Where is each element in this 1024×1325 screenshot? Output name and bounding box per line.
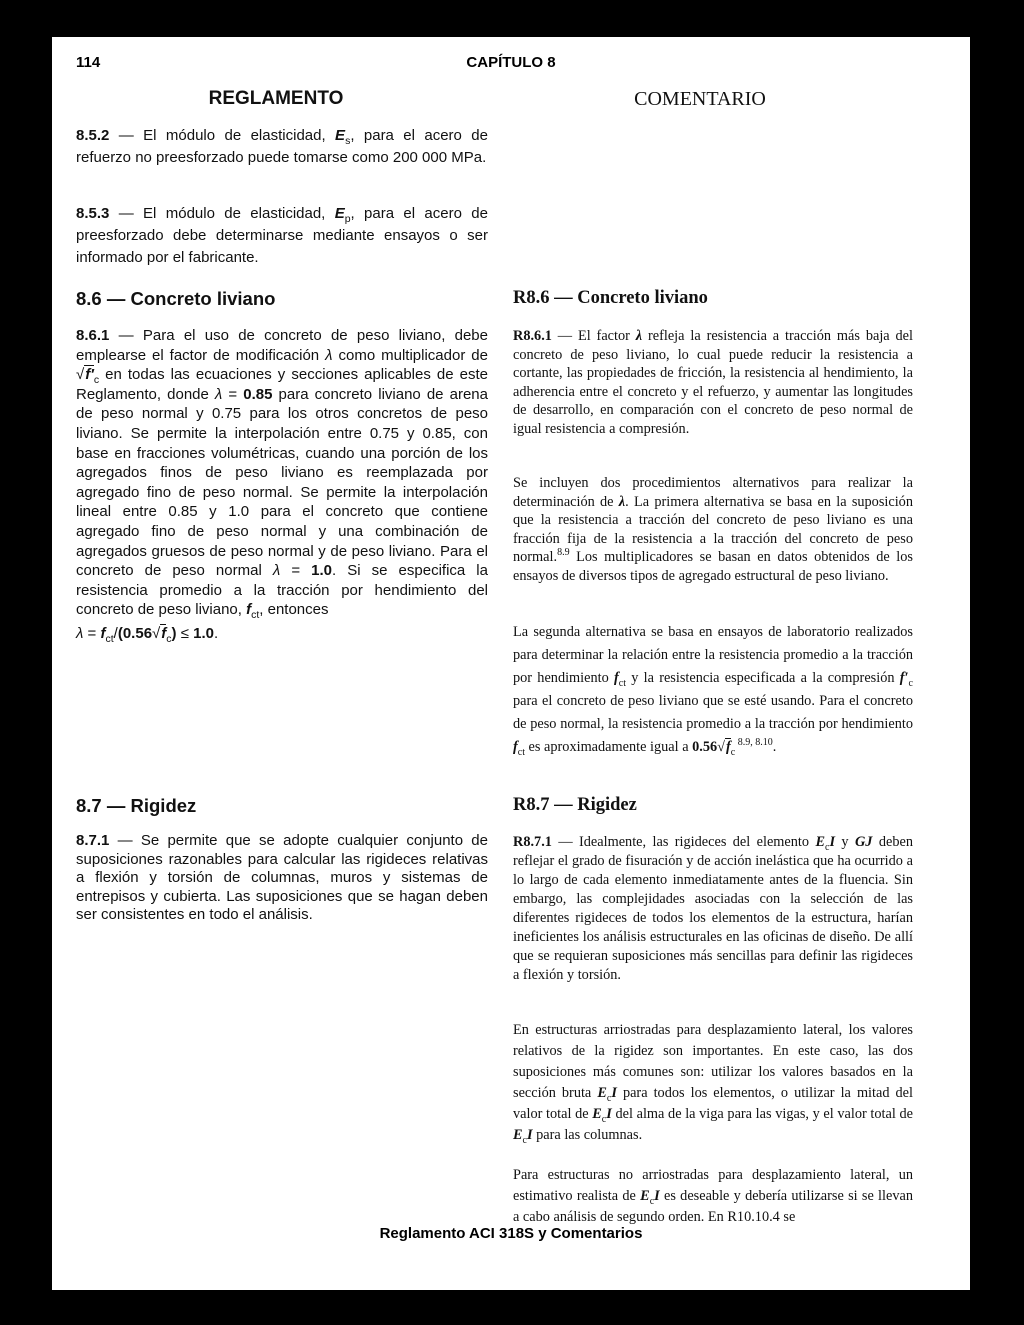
- text-run: en todas las ecuaciones y secciones aplicables de este Reglamento, donde: [76, 366, 488, 403]
- text-run: .: [772, 739, 777, 755]
- text-run: .: [213, 625, 219, 642]
- text-run: Los multiplicadores se basan en datos obtenidos de los ensayos de diversos tipos de agregado estructural de peso liviano.: [513, 549, 913, 584]
- text-run-bi: E: [334, 205, 345, 222]
- text-run-sqbi: f: [726, 739, 731, 755]
- text-run-bi: I: [654, 1188, 660, 1204]
- text-run-sub: c: [522, 1134, 527, 1146]
- text-run-b: 0.85: [243, 385, 273, 403]
- text-run-bi: I: [611, 1085, 617, 1101]
- text-run: =: [280, 562, 312, 580]
- text-run-bi: f′: [899, 670, 909, 686]
- text-run: — El factor: [551, 328, 636, 344]
- text-run: para las columnas.: [532, 1127, 643, 1143]
- text-run-bi: I: [527, 1127, 533, 1143]
- text-run-b: 8.6.1: [76, 327, 110, 344]
- text-run: =: [222, 385, 244, 403]
- text-run-b: 8.5.3: [76, 205, 110, 222]
- text-run-sup: 8.9, 8.10: [735, 737, 773, 749]
- text-run: Se incluyen dos procedimientos alternativos para realizar la determinación de: [513, 475, 913, 510]
- text-run-b: 8.5.2: [76, 127, 110, 144]
- text-run-sub: s: [345, 135, 351, 147]
- text-run-sub: c: [93, 374, 100, 387]
- text-run: como multiplicador de: [332, 346, 488, 364]
- text-run-sub: ct: [618, 677, 626, 689]
- text-run-bi: GJ: [854, 834, 873, 850]
- text-run: , para el acero de preesforzado debe determinarse mediante ensayos o ser informado por el fabricante.: [76, 205, 488, 266]
- text-run: La segunda alternativa se basa en ensayos de laboratorio realizados para determinar la relación entre la resistencia promedio a la tracción por hendimiento: [513, 624, 913, 686]
- text-run-b: R8.7.1: [513, 834, 552, 850]
- text-run-sub: ct: [251, 609, 260, 622]
- commentary-r8-7-1: [513, 833, 913, 985]
- text-run: es deseable y debería utilizarse si se llevan a cabo análisis de segundo orden. En R10.10.4 se: [513, 1188, 913, 1225]
- text-run: — El módulo de elasticidad,: [109, 205, 335, 222]
- text-run-b: 0.56: [692, 739, 718, 755]
- column-title-reglamento: REGLAMENTO: [208, 88, 344, 109]
- text-run-sqbi: f: [161, 625, 167, 642]
- text-run-i: λ: [214, 385, 223, 403]
- text-run-bi: I: [606, 1106, 612, 1122]
- text-run: /: [113, 625, 118, 642]
- section-8-5-3: [76, 203, 488, 269]
- text-run: √: [717, 739, 726, 755]
- text-run-b: 1.0: [311, 562, 332, 580]
- column-title-comentario: COMENTARIO: [634, 88, 766, 110]
- text-run-sub: c: [908, 677, 913, 689]
- text-run: , entonces: [259, 601, 329, 619]
- text-run: Para estructuras no arriostradas para desplazamiento lateral, un estimativo realista de: [513, 1167, 913, 1204]
- text-run: es aproximadamente igual a: [524, 739, 693, 755]
- text-run: =: [83, 625, 101, 642]
- text-run-b: R8.6.1: [513, 328, 552, 344]
- commentary-r8-6-1: [513, 327, 913, 439]
- text-run: √: [152, 625, 161, 642]
- text-run-sub: c: [825, 841, 830, 853]
- text-run-bi: E: [597, 1085, 607, 1101]
- commentary-unbraced-structures: [513, 1165, 913, 1228]
- text-run-sub: ct: [105, 633, 114, 645]
- commentary-second-alternative: [513, 621, 913, 759]
- heading-r8-6: R8.6 — Concreto liviano: [513, 288, 708, 308]
- chapter-title: CAPÍTULO 8: [466, 54, 556, 71]
- text-run: — Idealmente, las rigideces del elemento: [551, 834, 816, 850]
- heading-r8-7: R8.7 — Rigidez: [513, 795, 637, 815]
- text-run: y: [835, 834, 855, 850]
- text-run-sub: c: [606, 1092, 612, 1104]
- text-run-sub: c: [601, 1113, 607, 1125]
- text-run-bi: E: [815, 834, 825, 850]
- text-run: √: [76, 366, 85, 384]
- text-run-i: λ: [272, 562, 281, 580]
- text-run-bi: λ: [618, 493, 626, 510]
- text-run-bi: f: [246, 601, 252, 619]
- heading-8-7: 8.7 — Rigidez: [76, 795, 197, 816]
- section-8-7-1: [76, 832, 488, 925]
- text-run: — Se permite que se adopte cualquier conjunto de suposiciones razonables para calcular las rigideces relativas a flexión y torsión de columnas, muros y sistemas de entrepisos y cubierta. Las suposiciones que se hagan deben ser consistentes en todo el análisis.: [76, 832, 488, 923]
- text-run-i: λ: [325, 346, 333, 364]
- text-run: del alma de la viga para las vigas, y el valor total de: [611, 1106, 913, 1122]
- text-run: En estructuras arriostradas para desplazamiento lateral, los valores relativos de la rigidez son importantes. En este caso, las dos suposiciones más comunes son: utilizar los valores basados en la sección bruta: [513, 1022, 913, 1101]
- page-number: 114: [76, 54, 101, 71]
- section-8-5-2: [76, 125, 488, 169]
- text-run: . La primera alternativa se basa en la suposición que la resistencia a tracción del concreto de peso liviano es una fracción fija de la resistencia a la tracción del concreto de peso normal.: [513, 493, 913, 566]
- text-run: deben reflejar el grado de fisuración y de acción inelástica que ha ocurrido a lo largo de cada elemento inmediatamente antes de la fluencia. Sin embargo, las complejidades asociadas con la selección de las diferentes rigideces de todos los elementos de la estructura, harían ineficientes los análisis estructurales en las oficinas de diseño. De allí que se requieran suposiciones más sencillas para definir las rigideces a flexión y torsión.: [513, 834, 914, 983]
- text-run-bi: f: [100, 625, 106, 642]
- formula-lambda: [76, 624, 488, 644]
- text-run-b: 8.7.1: [76, 832, 110, 849]
- text-run-i: λ: [76, 625, 84, 642]
- section-8-6-1: [76, 326, 488, 620]
- text-run-bi: I: [829, 834, 836, 850]
- heading-8-6: 8.6 — Concreto liviano: [76, 288, 276, 309]
- text-run-bi: E: [335, 127, 346, 144]
- text-run-sup: 8.9: [557, 547, 570, 559]
- text-run-sqbi: f′: [85, 366, 94, 384]
- text-run: para el concreto de peso liviano que se esté usando. Para el concreto de peso normal, la resistencia promedio a la tracción por hendimiento: [513, 693, 913, 732]
- text-run-sub: c: [730, 746, 736, 758]
- text-run-bi: f: [614, 670, 619, 686]
- text-run-bi: E: [640, 1188, 650, 1204]
- text-run-bi: λ: [635, 328, 643, 344]
- text-run: para concreto liviano de arena de peso normal y 0.75 para los otros concretos de peso liviano. Se permite la interpolación entre 0.75 y 0.85, con base en fracciones volumétricas, cuando una porción de los agregados finos de peso liviano es reemplazada por agregado fino de peso normal. Se permite la interpolación lineal entre 0.85 y 1.0 para el concreto que contiene agregado fino de peso normal y una combinación de agregados gruesos de peso normal y de peso liviano. Para el concreto de peso normal: [76, 385, 488, 580]
- text-run-sub: p: [344, 213, 351, 225]
- text-run-b: (0.56: [117, 625, 153, 642]
- text-run-sub: c: [649, 1195, 655, 1207]
- text-run-sub: ct: [517, 746, 525, 758]
- text-run-bi: E: [513, 1127, 523, 1143]
- text-run: ≤: [176, 625, 194, 642]
- text-run-sub: c: [166, 633, 172, 645]
- text-run-b: ): [171, 625, 177, 642]
- text-run-bi: f: [513, 739, 518, 755]
- text-run: y la resistencia especificada a la compresión: [626, 670, 900, 686]
- text-run: — El módulo de elasticidad,: [109, 127, 336, 144]
- text-run-bi: E: [592, 1106, 602, 1122]
- footer-title: Reglamento ACI 318S y Comentarios: [379, 1225, 643, 1242]
- text-run: para todos los elementos, o utilizar la mitad del valor total de: [513, 1085, 913, 1122]
- text-run: . Si se especifica la resistencia promedio a la tracción por hendimiento del concreto de peso liviano,: [76, 562, 488, 619]
- text-run: , para el acero de refuerzo no preesforzado puede tomarse como 200 000 MPa.: [76, 127, 488, 166]
- text-run: — Para el uso de concreto de peso liviano, debe emplearse el factor de modificación: [76, 327, 488, 364]
- commentary-lambda-procedures: [513, 474, 913, 586]
- text-run-b: 1.0: [193, 625, 214, 642]
- text-run: refleja la resistencia a tracción más baja del concreto de peso liviano, lo cual puede reducir la resistencia a cortante, las propiedades de fricción, la resistencia al hendimiento, la adherencia entre el concreto y el refuerzo, y aumentar las longitudes de desarrollo, en comparación con el concreto de peso normal de igual resistencia a compresión.: [513, 328, 913, 437]
- document-page: [52, 37, 970, 1290]
- commentary-braced-structures: [513, 1020, 913, 1146]
